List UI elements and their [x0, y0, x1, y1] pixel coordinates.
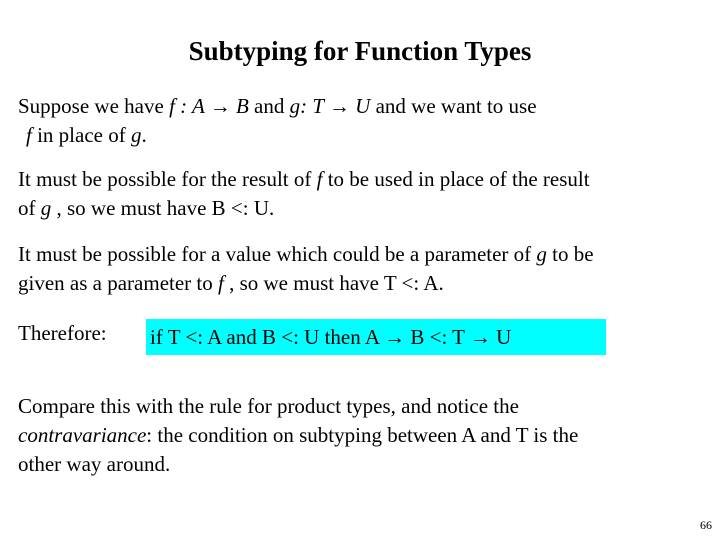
subtyping-rule-highlight: if T <: A and B <: U then A → B <: T → U: [146, 319, 606, 355]
paragraph-result-condition: [18, 165, 708, 223]
g-name: g: [40, 196, 52, 220]
therefore-label: Therefore:: [18, 321, 107, 345]
text: , so we must have T <: A.: [223, 271, 444, 295]
text: It must be possible for a value which could be a parameter of: [18, 242, 537, 266]
g-name: g: [536, 242, 547, 266]
text: Suppose we have: [18, 94, 170, 118]
text: given as a parameter to: [18, 271, 218, 295]
slide-title: Subtyping for Function Types: [188, 36, 532, 66]
text: other way around.: [18, 452, 171, 476]
f-name: f: [316, 167, 323, 191]
paragraph-contravariance-note: [18, 392, 708, 479]
text: .: [141, 123, 147, 147]
f-name: f: [26, 123, 32, 147]
text: Compare this with the rule for product types, and notice the: [18, 394, 519, 418]
text: It must be possible for the result of: [18, 167, 317, 191]
g-name: g: [130, 123, 142, 147]
text: , so we must have B <: U.: [51, 196, 275, 220]
text: : the condition on subtyping between A and T is the: [146, 423, 579, 447]
text: to be: [546, 242, 594, 266]
paragraph-function-setup: [18, 92, 708, 150]
f-signature: f : A → B: [169, 94, 249, 118]
text: of: [18, 196, 41, 220]
text: in place of: [31, 123, 131, 147]
text: to be used in place of the result: [322, 167, 590, 191]
contravariance-term: contravariance: [18, 423, 147, 447]
g-signature: g: T → U: [289, 94, 371, 118]
text: and we want to use: [370, 94, 537, 118]
page-number: 66: [700, 518, 712, 532]
f-name: f: [218, 271, 224, 295]
text: and: [248, 94, 290, 118]
paragraph-parameter-condition: [18, 240, 708, 298]
